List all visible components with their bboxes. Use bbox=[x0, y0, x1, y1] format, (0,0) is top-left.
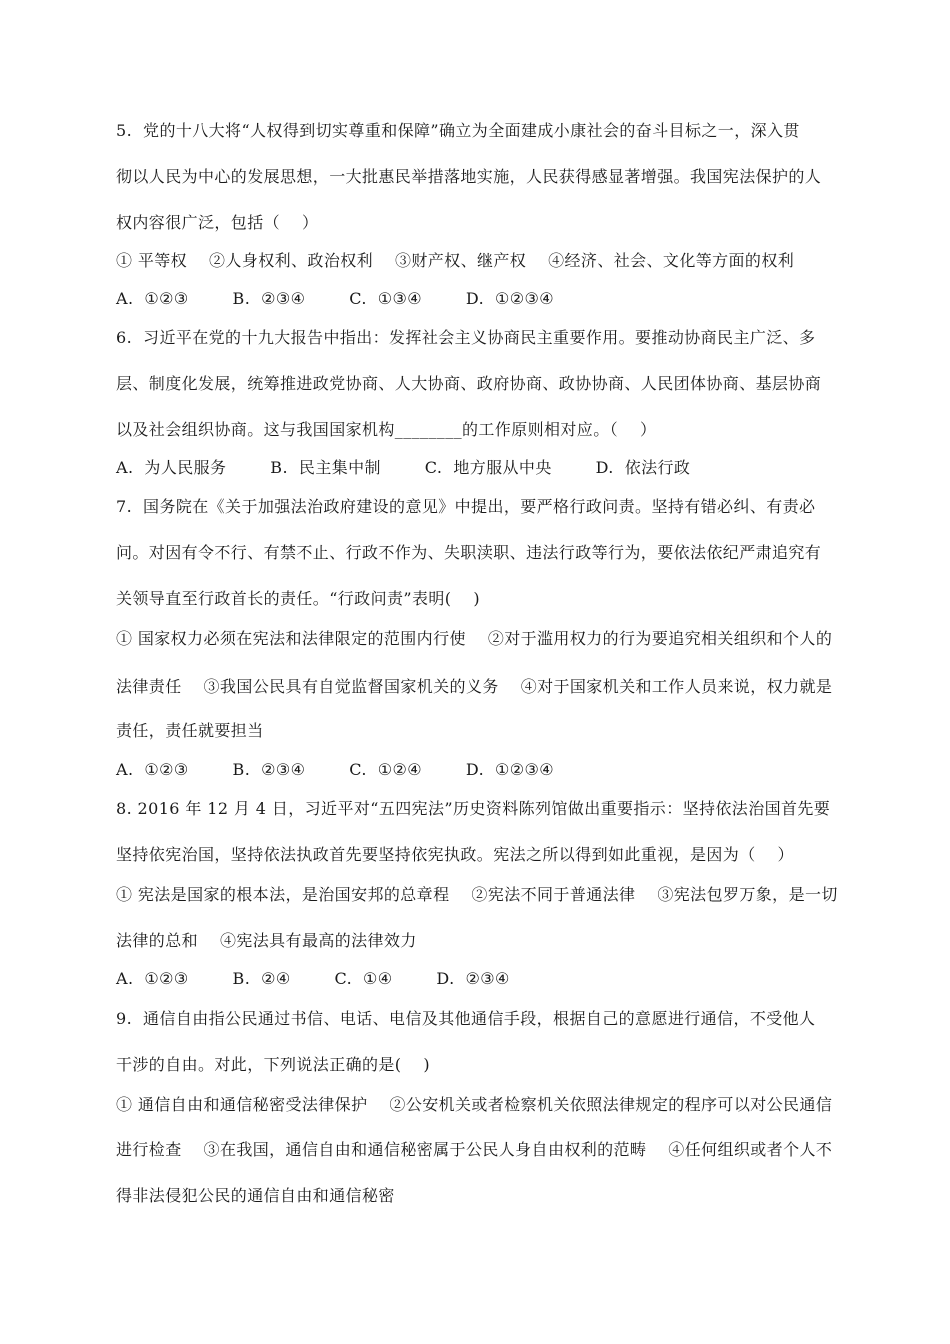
statement-options-line: ① 通信自由和通信秘密受法律保护 ②公安机关或者检察机关依照法律规定的程序可以对公民通信 bbox=[116, 1095, 833, 1114]
question-text-line: 以及社会组织协商。这与我国国家机构________的工作原则相对应。（ ） bbox=[116, 420, 657, 439]
statement-options-line: 得非法侵犯公民的通信自由和通信秘密 bbox=[116, 1186, 395, 1205]
statement-options-line: ① 平等权 ②人身权利、政治权利 ③财产权、继产权 ④经济、社会、文化等方面的权利 bbox=[116, 251, 795, 270]
question-text-line: 干涉的自由。对此，下列说法正确的是( ) bbox=[116, 1055, 431, 1074]
question-text-line: 关领导直至行政首长的责任。“行政问责”表明( ) bbox=[116, 589, 480, 608]
question-text-line: 层、制度化发展，统筹推进政党协商、人大协商、政府协商、政协协商、人民团体协商、基层协商 bbox=[116, 374, 822, 393]
answer-choices: A. ①②③ B. ②③④ C. ①③④ D. ①②③④ bbox=[116, 289, 555, 308]
statement-options-line: 责任，责任就要担当 bbox=[116, 721, 264, 740]
answer-choices: A. 为人民服务 B. 民主集中制 C. 地方服从中央 D. 依法行政 bbox=[116, 458, 691, 477]
answer-choices: A. ①②③ B. ②④ C. ①④ D. ②③④ bbox=[116, 969, 510, 988]
statement-options-line: 法律责任 ③我国公民具有自觉监督国家机关的义务 ④对于国家机关和工作人员来说，权力就是 bbox=[116, 677, 833, 696]
question-text-line: 9. 通信自由指公民通过书信、电话、电信及其他通信手段，根据自己的意愿进行通信，不受他人 bbox=[116, 1009, 816, 1028]
question-text-line: 权内容很广泛，包括（ ） bbox=[116, 213, 319, 232]
question-text-line: 彻以人民为中心的发展思想，一大批惠民举措落地实施，人民获得感显著增强。我国宪法保护的人 bbox=[116, 167, 822, 186]
question-text-line: 坚持依宪治国，坚持依法执政首先要坚持依宪执政。宪法之所以得到如此重视，是因为（ ） bbox=[116, 845, 794, 864]
statement-options-line: 法律的总和 ④宪法具有最高的法律效力 bbox=[116, 931, 417, 950]
question-text-line: 7. 国务院在《关于加强法治政府建设的意见》中提出，要严格行政问责。坚持有错必纠、有责必 bbox=[116, 497, 816, 516]
statement-options-line: 进行检查 ③在我国，通信自由和通信秘密属于公民人身自由权利的范畴 ④任何组织或者个人不 bbox=[116, 1140, 833, 1159]
question-text-line: 6. 习近平在党的十九大报告中指出：发挥社会主义协商民主重要作用。要推动协商民主广泛、多 bbox=[116, 328, 816, 347]
question-text-line: 问。对因有令不行、有禁不止、行政不作为、失职渎职、违法行政等行为，要依法依纪严肃追究有 bbox=[116, 543, 822, 562]
question-text-line: 8. 2016 年 12 月 4 日，习近平对“五四宪法”历史资料陈列馆做出重要指示：坚持依法治国首先要 bbox=[116, 799, 831, 818]
answer-choices: A. ①②③ B. ②③④ C. ①②④ D. ①②③④ bbox=[116, 760, 555, 779]
statement-options-line: ① 宪法是国家的根本法，是治国安邦的总章程 ②宪法不同于普通法律 ③宪法包罗万象，是一切 bbox=[116, 885, 838, 904]
question-text-line: 5. 党的十八大将“人权得到切实尊重和保障”确立为全面建成小康社会的奋斗目标之一，深入贯 bbox=[116, 121, 800, 140]
statement-options-line: ① 国家权力必须在宪法和法律限定的范围内行使 ②对于滥用权力的行为要追究相关组织和个人的 bbox=[116, 629, 833, 648]
